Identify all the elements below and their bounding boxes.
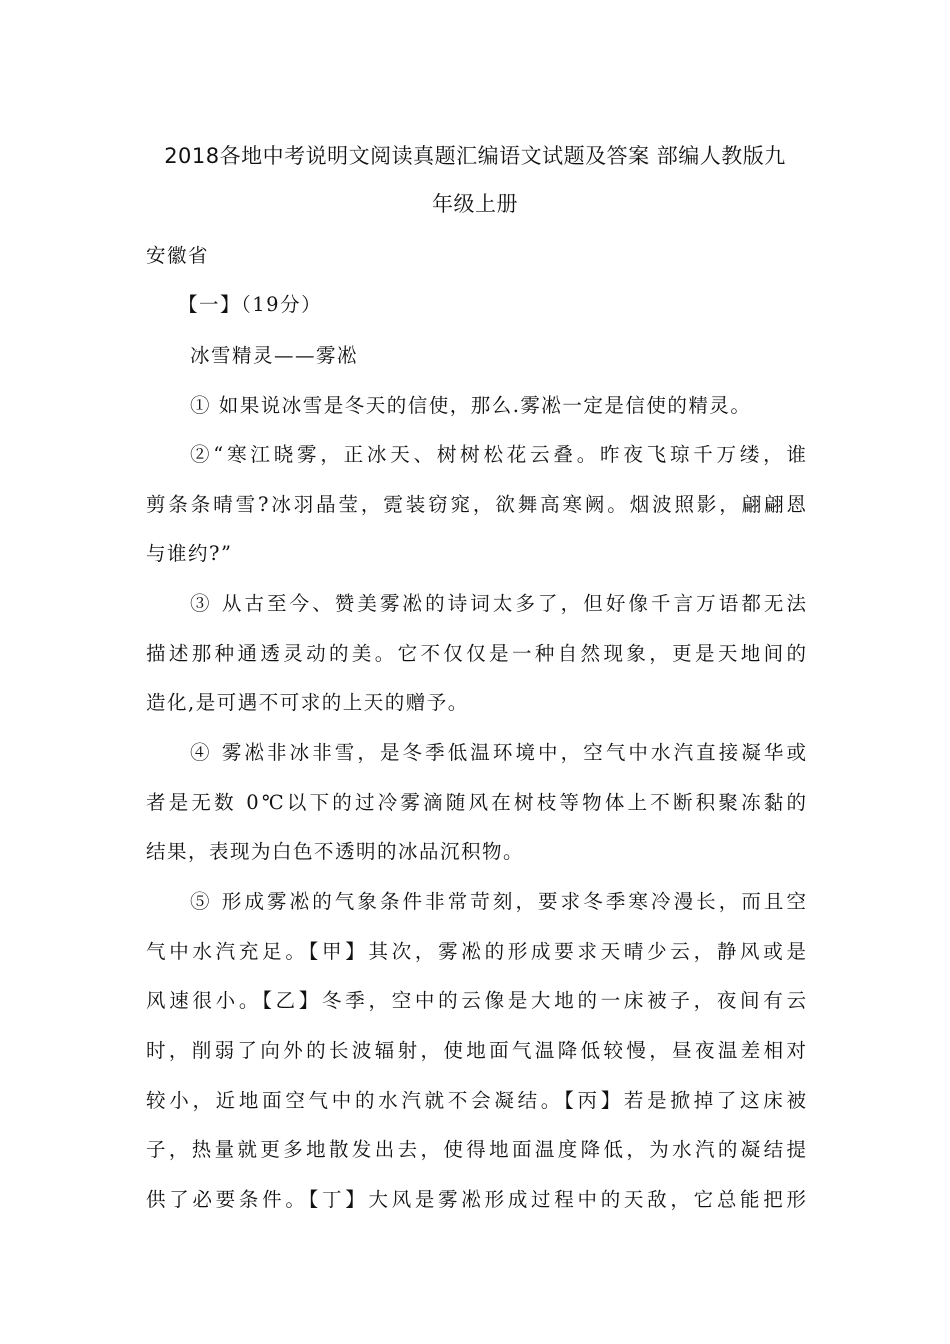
paragraph-4-line-2: 者是无数 0℃以下的过冷雾滴随风在树枝等物体上不断积聚冻黏的 [146,791,806,814]
paragraph-2-line-1: ②“寒江晓雾，正冰天、树树松花云叠。昨夜飞琼千万缕，谁 [190,443,806,466]
paragraph-2-line-2: 剪条条晴雪?冰羽晶莹，霓装窃窕，欲舞高寒阙。烟波照影，翩翩恩 [146,493,806,516]
paragraph-3-line-1: ③ 从古至今、赞美雾凇的诗词太多了，但好像千言万语都无法 [190,592,806,615]
document-title-line-2: 年级上册 [432,192,518,216]
paragraph-3-line-3: 造化,是可遇不可求的上天的赠予。 [146,691,469,714]
essay-title: 冰雪精灵——雾凇 [190,344,359,367]
paragraph-5-line-7: 供了必要条件。【丁】大风是雾凇形成过程中的天敌，它总能把形 [146,1188,806,1211]
paragraph-4-line-1: ④ 雾凇非冰非雪，是冬季低温环境中，空气中水汽直接凝华或 [190,741,806,764]
section-heading: 【一】（19分） [178,293,323,316]
paragraph-5-line-6: 子，热量就更多地散发出去，使得地面温度降低，为水汽的凝结提 [146,1138,806,1161]
region-heading: 安徽省 [146,244,210,267]
paragraph-5-line-5: 较小，近地面空气中的水汽就不会凝结。【丙】若是掀掉了这床被 [146,1089,806,1112]
paragraph-5-line-4: 时，削弱了向外的长波辐射，使地面气温降低较慢，昼夜温差相对 [146,1039,806,1062]
paragraph-1: ① 如果说冰雪是冬天的信使，那么.雾凇一定是信使的精灵。 [190,394,752,417]
paragraph-5-line-1: ⑤ 形成雾凇的气象条件非常苛刻，要求冬季寒冷漫长，而且空 [190,890,806,913]
paragraph-3-line-2: 描述那种通透灵动的美。它不仅仅是一种自然现象，更是天地间的 [146,642,806,665]
paragraph-5-line-2: 气中水汽充足。【甲】其次，雾凇的形成要求天晴少云，静风或是 [146,940,806,963]
paragraph-2-line-3: 与谁约?” [146,542,233,565]
document-title-line-1: 2018各地中考说明文阅读真题汇编语文试题及答案 部编人教版九 [164,144,786,168]
paragraph-5-line-3: 风速很小。【乙】冬季，空中的云像是大地的一床被子，夜间有云 [146,989,806,1012]
paragraph-4-line-3: 结果，表现为白色不透明的冰品沉积物。 [146,840,525,863]
